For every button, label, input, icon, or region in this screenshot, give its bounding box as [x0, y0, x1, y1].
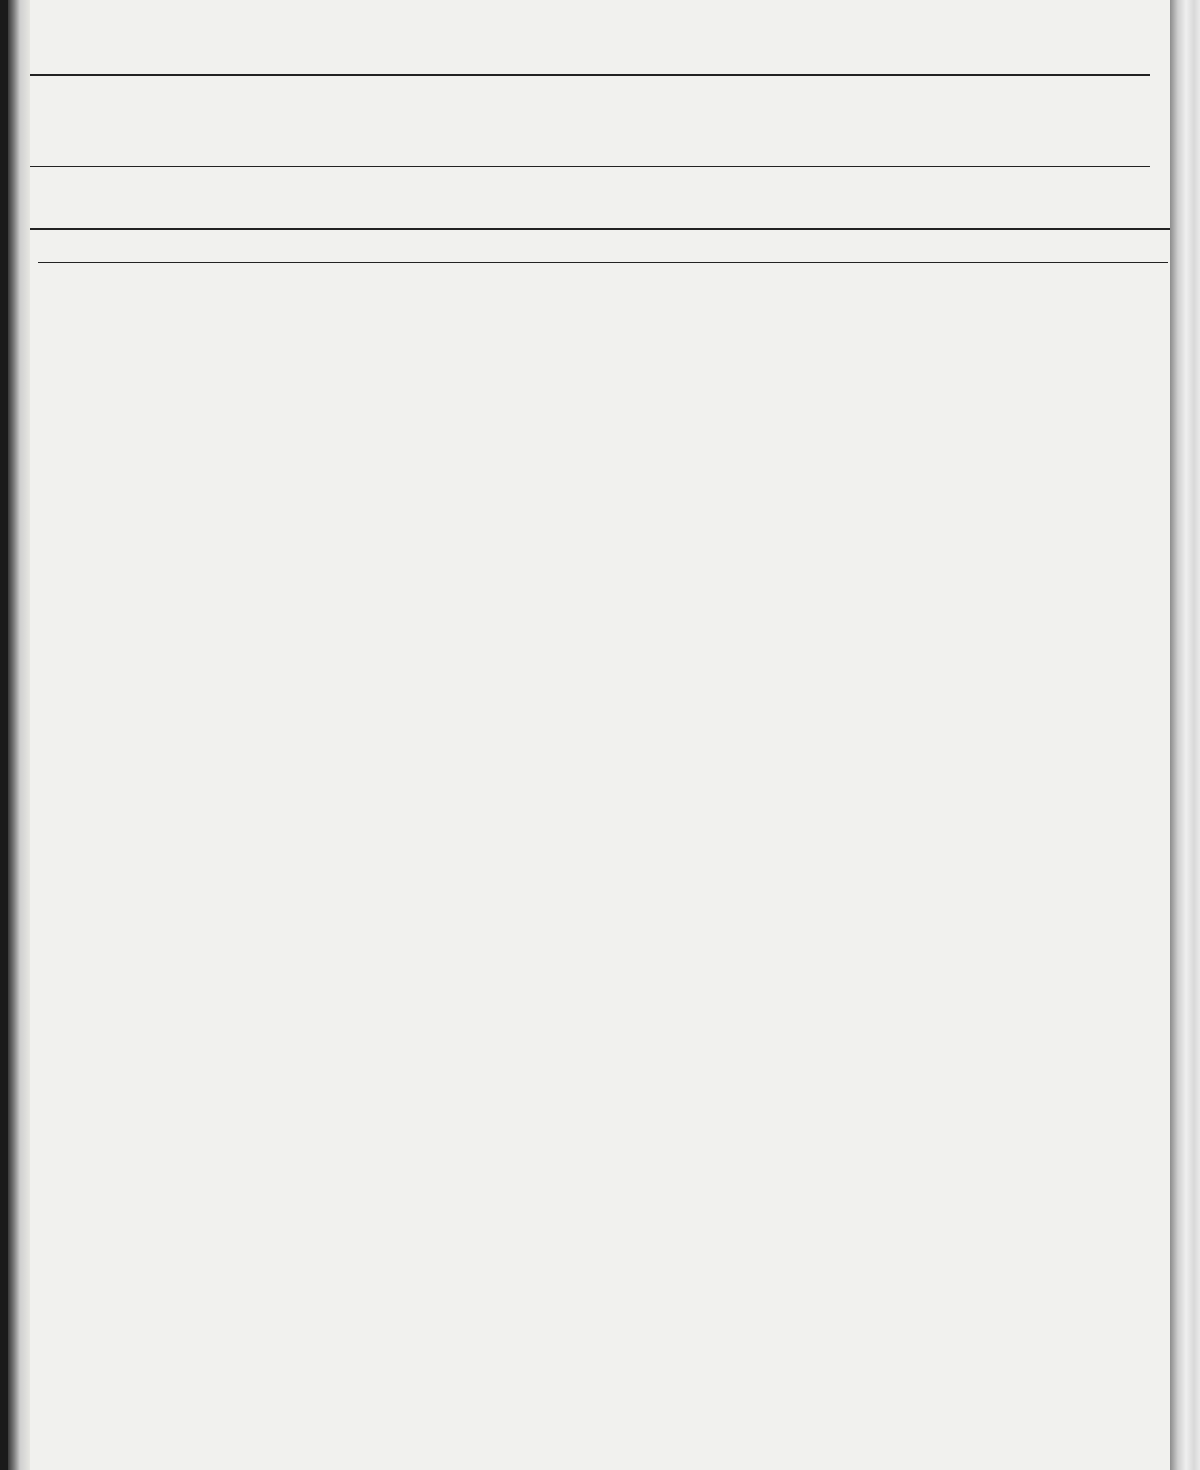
page-edge — [1170, 0, 1200, 1470]
key-letters — [28, 44, 1148, 74]
divider — [38, 262, 1168, 263]
divider — [30, 74, 1150, 76]
register-page — [8, 0, 1170, 1470]
key-table — [8, 78, 1170, 170]
divider — [30, 228, 1170, 230]
divider — [30, 166, 1150, 167]
book-binding — [8, 0, 30, 1470]
